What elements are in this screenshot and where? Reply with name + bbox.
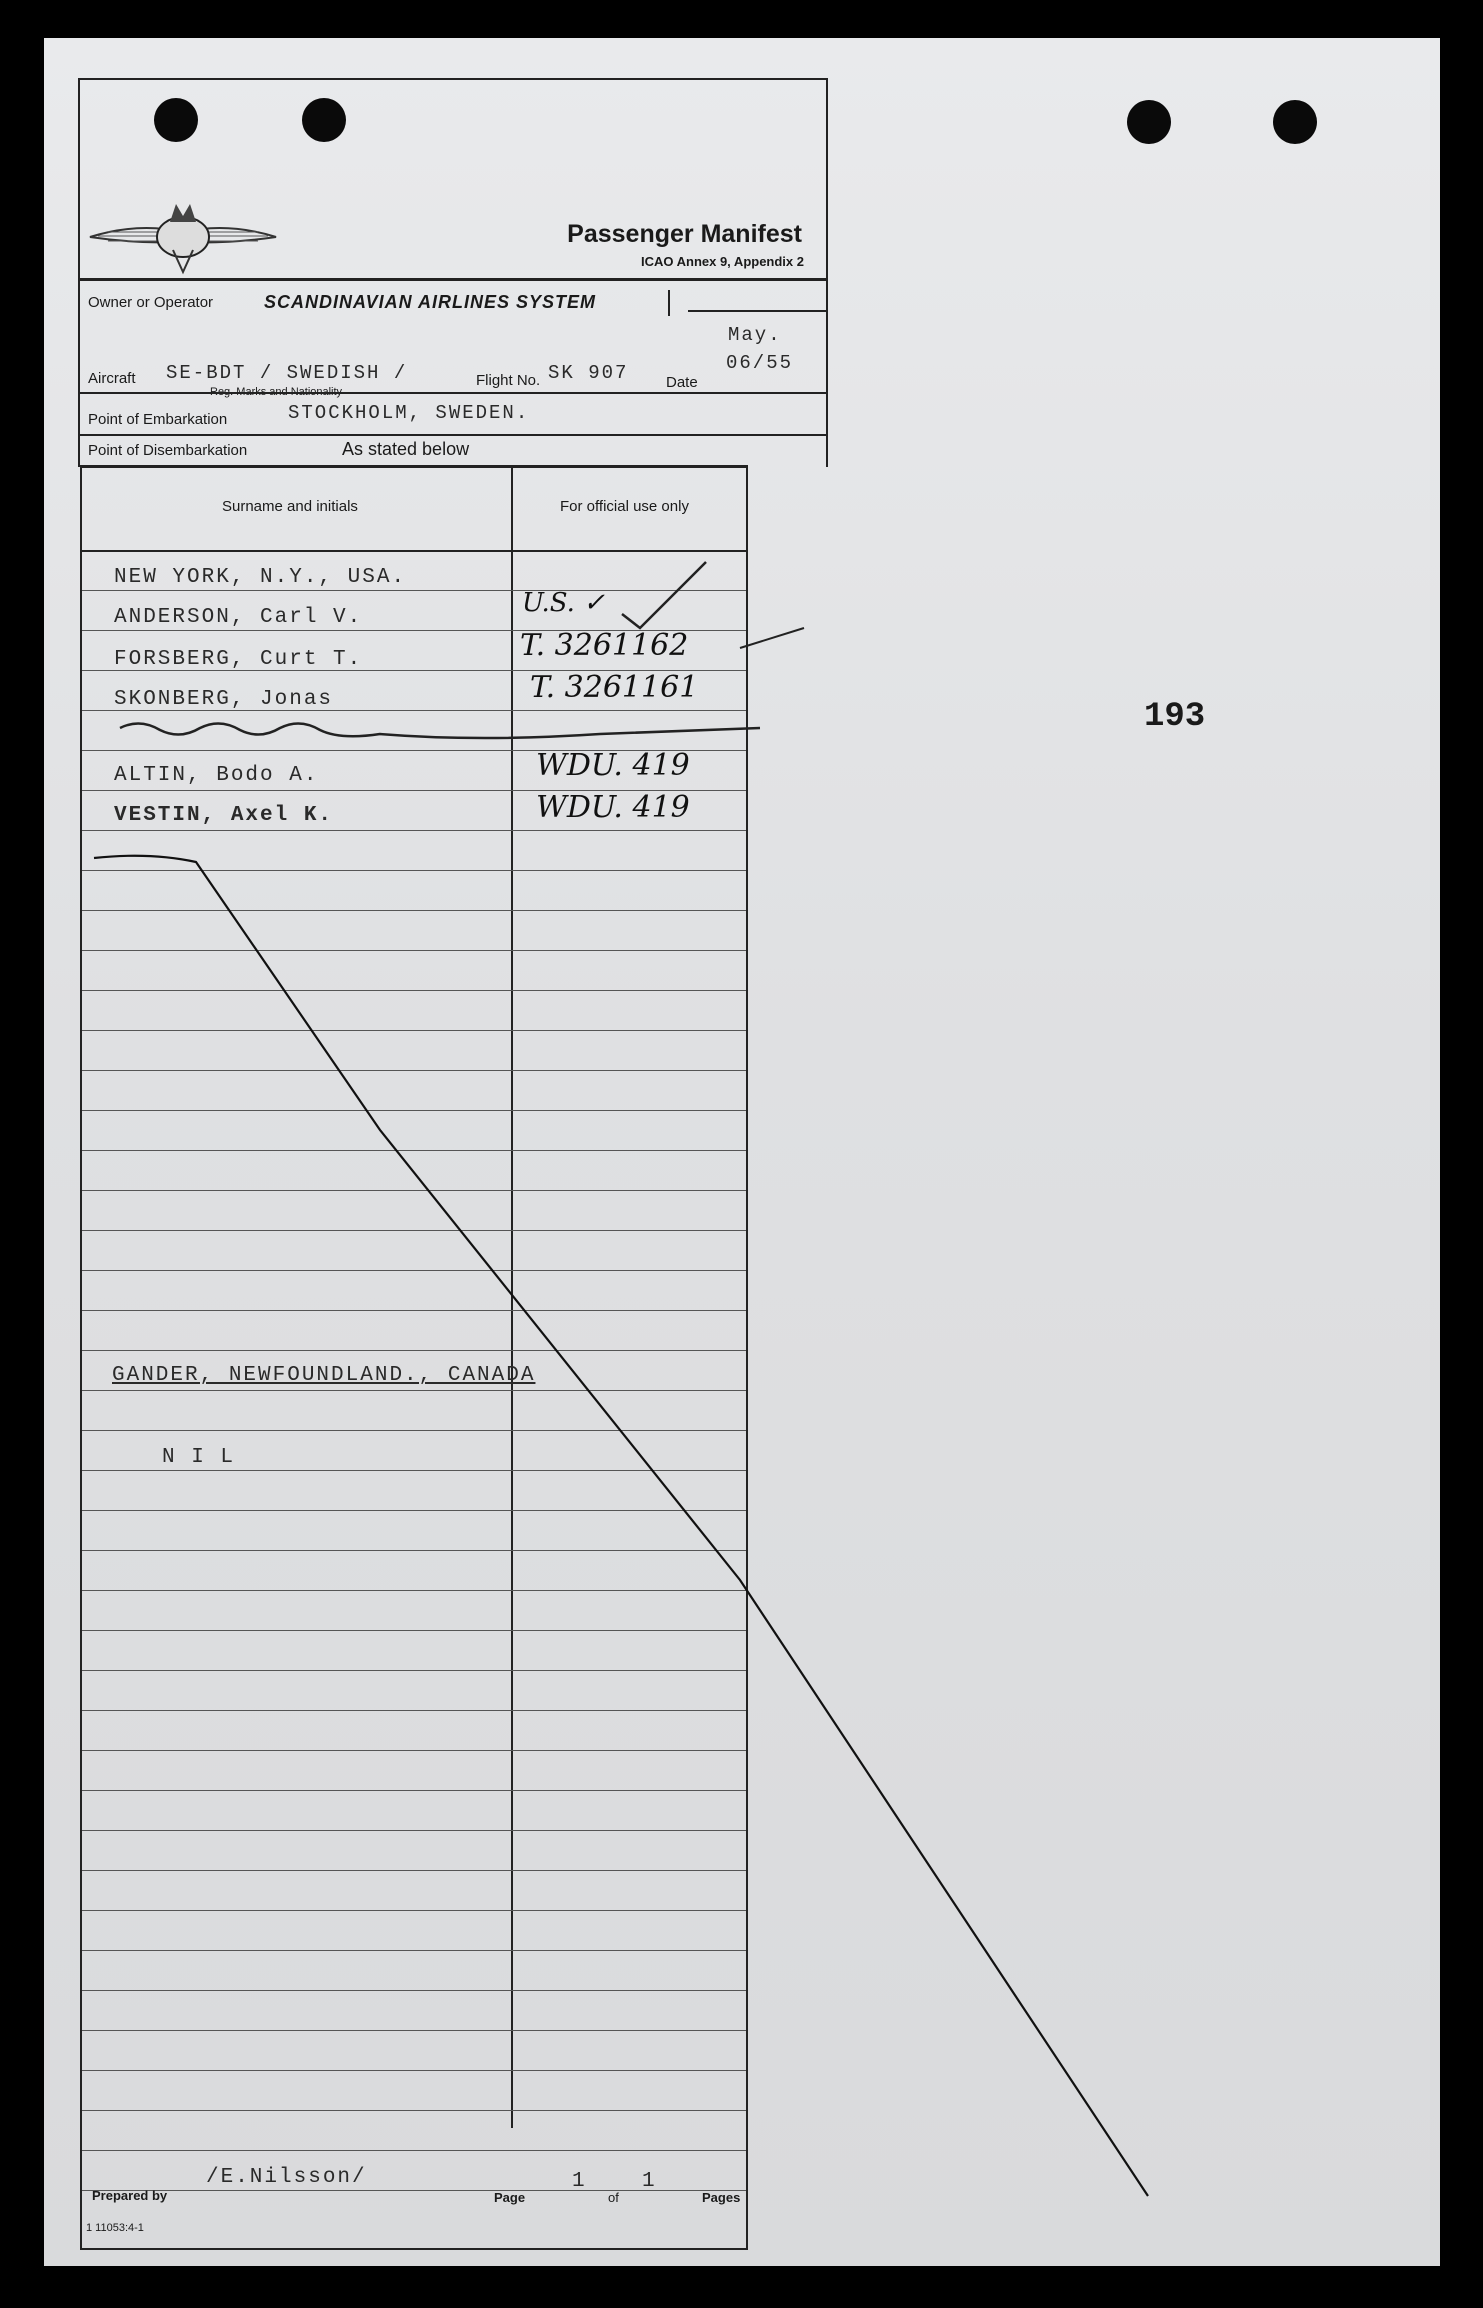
flight-value: SK 907 [548, 362, 629, 384]
row-line [82, 830, 746, 831]
row-line [82, 1670, 746, 1671]
page-subtitle: ICAO Annex 9, Appendix 2 [640, 254, 804, 269]
destination-heading: GANDER, NEWFOUNDLAND., CANADA [112, 1364, 536, 1387]
row-line [82, 1750, 746, 1751]
prepared-value: /E.Nilsson/ [206, 2166, 367, 2189]
row-line [82, 1870, 746, 1871]
row-line [82, 1630, 746, 1631]
date-month: May. [728, 324, 782, 346]
divider [668, 290, 670, 316]
row-line [82, 1270, 746, 1271]
row-line [82, 990, 746, 991]
row-line [82, 1510, 746, 1511]
punch-hole [1273, 100, 1317, 144]
official-note: U.S. ✓ [522, 588, 605, 618]
row-line [82, 1310, 746, 1311]
row-line [82, 1430, 746, 1431]
row-line [82, 1190, 746, 1191]
page-title: Passenger Manifest [567, 220, 802, 248]
row-line [82, 1390, 746, 1391]
row-line [82, 1150, 746, 1151]
owner-value: SCANDINAVIAN AIRLINES SYSTEM [264, 292, 597, 312]
nil-entry: N I L [162, 1446, 236, 1469]
disembarkation-value: As stated below [342, 439, 470, 459]
row-line [82, 1790, 746, 1791]
row-line [82, 910, 746, 911]
divider [80, 392, 826, 394]
airline-logo-icon [88, 192, 278, 282]
row-line [82, 1110, 746, 1111]
row-line [82, 1990, 746, 1991]
row-line [82, 1950, 746, 1951]
column-header-surname: Surname and initials [222, 498, 358, 515]
of-value: 1 [642, 2170, 657, 2193]
row-line [82, 1070, 746, 1071]
passenger-name: ANDERSON, Carl V. [114, 606, 363, 629]
punch-hole [1127, 100, 1171, 144]
owner-label: Owner or Operator [88, 294, 214, 311]
side-number: 193 [1144, 698, 1206, 736]
divider [80, 278, 826, 281]
column-header-official: For official use only [560, 498, 689, 515]
date-day: 06/55 [726, 352, 794, 374]
embarkation-value: STOCKHOLM, SWEDEN. [288, 402, 530, 424]
row-line [82, 1470, 746, 1471]
aircraft-label: Aircraft [88, 370, 136, 387]
official-note: T. 3261161 [530, 670, 699, 705]
passenger-name: SKONBERG, Jonas [114, 688, 334, 711]
header-rule [82, 550, 746, 552]
row-line [82, 1590, 746, 1591]
row-line [82, 1230, 746, 1231]
divider [688, 310, 826, 312]
official-note: T. 3261162 [520, 628, 689, 663]
divider [80, 434, 826, 436]
passenger-name: ALTIN, Bodo A. [114, 764, 319, 787]
form-number: 1 11053:4-1 [86, 2222, 144, 2234]
pages-label: Pages [702, 2190, 741, 2205]
row-line [82, 1910, 746, 1911]
column-divider [511, 468, 513, 2128]
page-value: 1 [572, 2170, 587, 2193]
of-label: of [608, 2190, 619, 2205]
official-note: WDU. 419 [536, 790, 690, 825]
embarkation-label: Point of Embarkation [88, 411, 228, 428]
passenger-name: FORSBERG, Curt T. [114, 648, 363, 671]
row-line [82, 1710, 746, 1711]
passenger-name: VESTIN, Axel K. [114, 804, 334, 827]
flight-label: Flight No. [476, 372, 541, 389]
row-line [82, 2030, 746, 2031]
aircraft-value: SE-BDT / SWEDISH / [166, 362, 408, 384]
official-note: WDU. 419 [536, 748, 690, 783]
row-line [82, 2070, 746, 2071]
row-line [82, 1350, 746, 1351]
row-line [82, 1030, 746, 1031]
date-label: Date [666, 374, 698, 391]
row-line [82, 950, 746, 951]
disembarkation-label: Point of Disembarkation [88, 442, 248, 459]
header-box [78, 78, 828, 467]
row-line [82, 2150, 746, 2151]
destination-heading: NEW YORK, N.Y., USA. [114, 566, 407, 589]
row-line [82, 1550, 746, 1551]
row-line [82, 870, 746, 871]
passenger-table [80, 465, 748, 2250]
row-line [82, 590, 746, 591]
page-label: Page [494, 2190, 526, 2205]
row-line [82, 1830, 746, 1831]
prepared-label: Prepared by [92, 2188, 168, 2203]
row-line [82, 2110, 746, 2111]
